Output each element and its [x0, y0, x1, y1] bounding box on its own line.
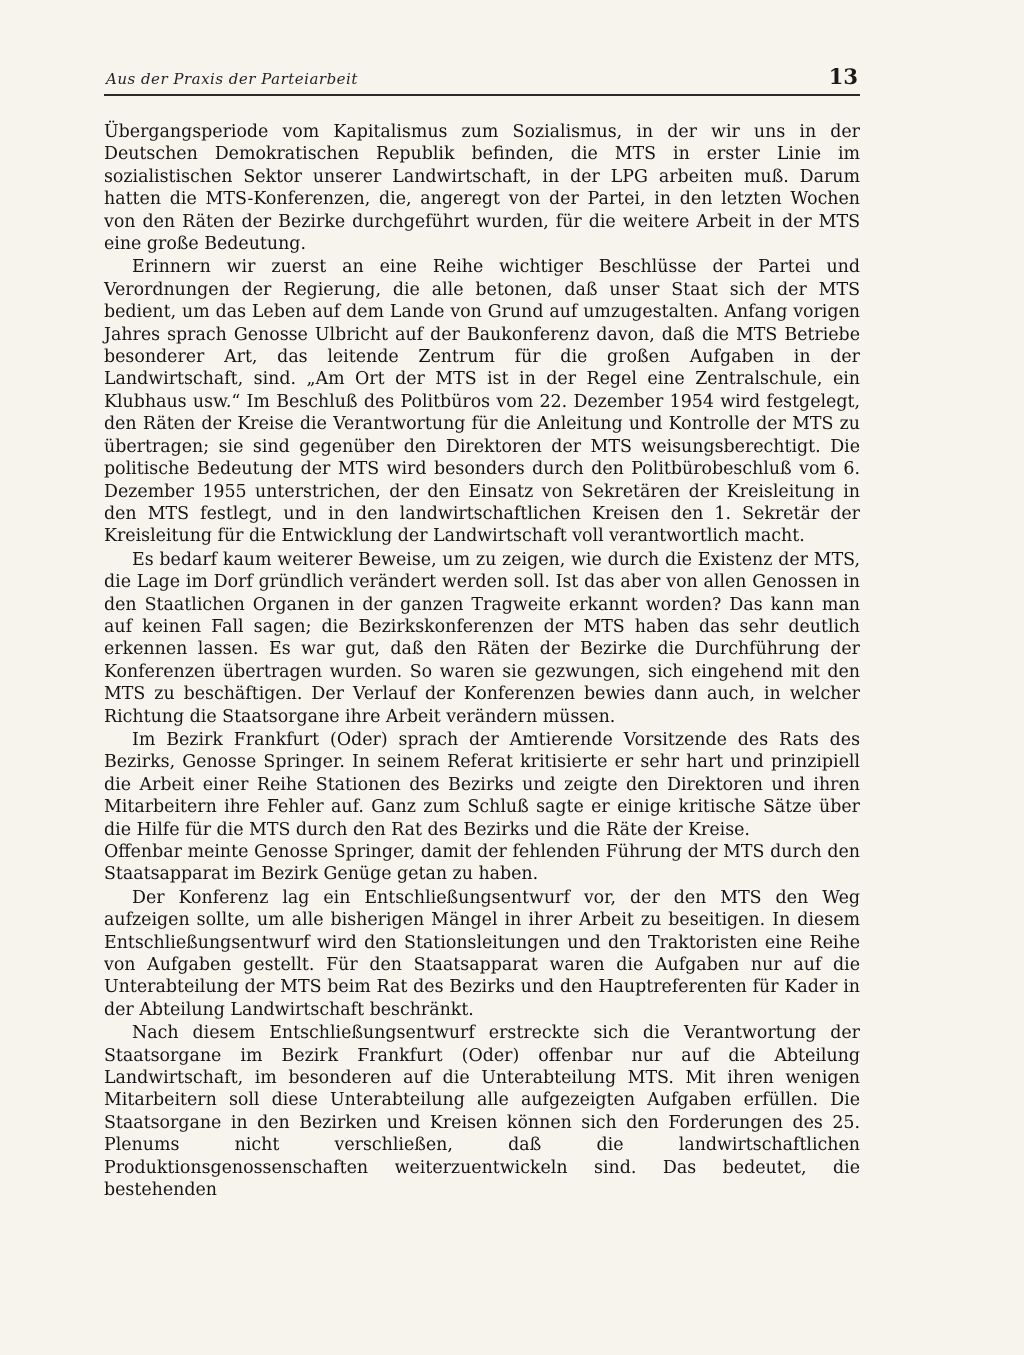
- page-number: 13: [828, 64, 858, 89]
- paragraph-4: Im Bezirk Frankfurt (Oder) sprach der Amtierende Vorsitzende des Rats des Bezirks, Genosse Springer. In seinem Referat kritisierte er sehr hart und prinzipiell die Arbeit einer Reihe Stationen des Bezirks und zeigte den Direktoren und ihren Mitarbeitern ihre Fehler auf. Ganz zum Schluß sagte er einige kritische Sätze über die Hilfe für die MTS durch den Rat des Bezirks und die Räte der Kreise.: [104, 729, 860, 840]
- body-text: [104, 121, 860, 1202]
- running-header: [104, 66, 860, 96]
- running-title: Aus der Praxis der Parteiarbeit: [106, 70, 358, 88]
- paragraph-5: Offenbar meinte Genosse Springer, damit der fehlenden Führung der MTS durch den Staatsapparat im Bezirk Genüge getan zu haben.: [104, 842, 860, 885]
- paragraph-3: Es bedarf kaum weiterer Beweise, um zu zeigen, wie durch die Existenz der MTS, die Lage im Dorf gründlich verändert werden soll. Ist das aber von allen Genossen in den Staatlichen Organen in der ganzen Tragweite erkannt worden? Das kann man auf keinen Fall sagen; die Bezirkskonferenzen der MTS haben das sehr deutlich erkennen lassen. Es war gut, daß den Räten der Bezirke die Durchführung der Konferenzen übertragen wurden. So waren sie gezwungen, sich eingehend mit den MTS zu beschäftigen. Der Verlauf der Konferenzen bewies dann auch, in welcher Richtung die Staatsorgane ihre Arbeit verändern müssen.: [104, 549, 860, 727]
- paragraph-7: Nach diesem Entschließungsentwurf erstreckte sich die Verantwortung der Staatsorgane im Bezirk Frankfurt (Oder) offenbar nur auf die Abteilung Landwirtschaft, im besonderen auf die Unterabteilung MTS. Mit ihren wenigen Mitarbeitern soll diese Unterabteilung alle aufgezeigten Aufgaben erfüllen. Die Staatsorgane in den Bezirken und Kreisen können sich den Forderungen des 25. Plenums nicht verschließen, daß die landwirtschaftlichen Produktionsgenossenschaften weiterzuentwickeln sind. Das bedeutet, die bestehenden: [104, 1023, 860, 1201]
- paragraph-1: Übergangsperiode vom Kapitalismus zum Sozialismus, in der wir uns in der Deutschen Demokratischen Republik befinden, die MTS in erster Linie im sozialistischen Sektor unserer Landwirtschaft, in der LPG arbeiten muß. Darum hatten die MTS-Konferenzen, die, angeregt von der Partei, in den letzten Wochen von den Räten der Bezirke durchgeführt wurden, für die weitere Arbeit in der MTS eine große Bedeutung.: [104, 122, 860, 255]
- paragraph-2: Erinnern wir zuerst an eine Reihe wichtiger Beschlüsse der Partei und Verordnungen der Regierung, die alle betonen, daß unser Staat sich der MTS bedient, um das Leben auf dem Lande von Grund auf umzugestalten. Anfang vorigen Jahres sprach Genosse Ulbricht auf der Baukonferenz davon, daß die MTS Betriebe besonderer Art, das leitende Zentrum für die großen Aufgaben in der Landwirtschaft, sind. „Am Ort der MTS ist in der Regel eine Zentralschule, ein Klubhaus usw.“ Im Beschluß des Politbüros vom 22. Dezember 1954 wird festgelegt, den Räten der Kreise die Verantwortung für die Anleitung und Kontrolle der MTS zu übertragen; sie sind gegenüber den Direktoren der MTS weisungsberechtigt. Die politische Bedeutung der MTS wird besonders durch den Politbürobeschluß vom 6. Dezember 1955 unterstrichen, der den Einsatz von Sekretären der Kreisleitung in den MTS festlegt, und in den landwirtschaftlichen Kreisen den 1. Sekretär der Kreisleitung für die Entwicklung der Landwirtschaft voll verantwortlich macht.: [104, 257, 860, 547]
- paragraph-6: Der Konferenz lag ein Entschließungsentwurf vor, der den MTS den Weg aufzeigen sollte, um alle bisherigen Mängel in ihrer Arbeit zu beseitigen. In diesem Entschließungsentwurf wird den Stationsleitungen und den Traktoristen eine Reihe von Aufgaben gestellt. Für den Staatsapparat waren die Aufgaben nur auf die Unterabteilung der MTS beim Rat des Bezirks und den Hauptreferenten für Kader in der Abteilung Landwirtschaft beschränkt.: [104, 887, 860, 1020]
